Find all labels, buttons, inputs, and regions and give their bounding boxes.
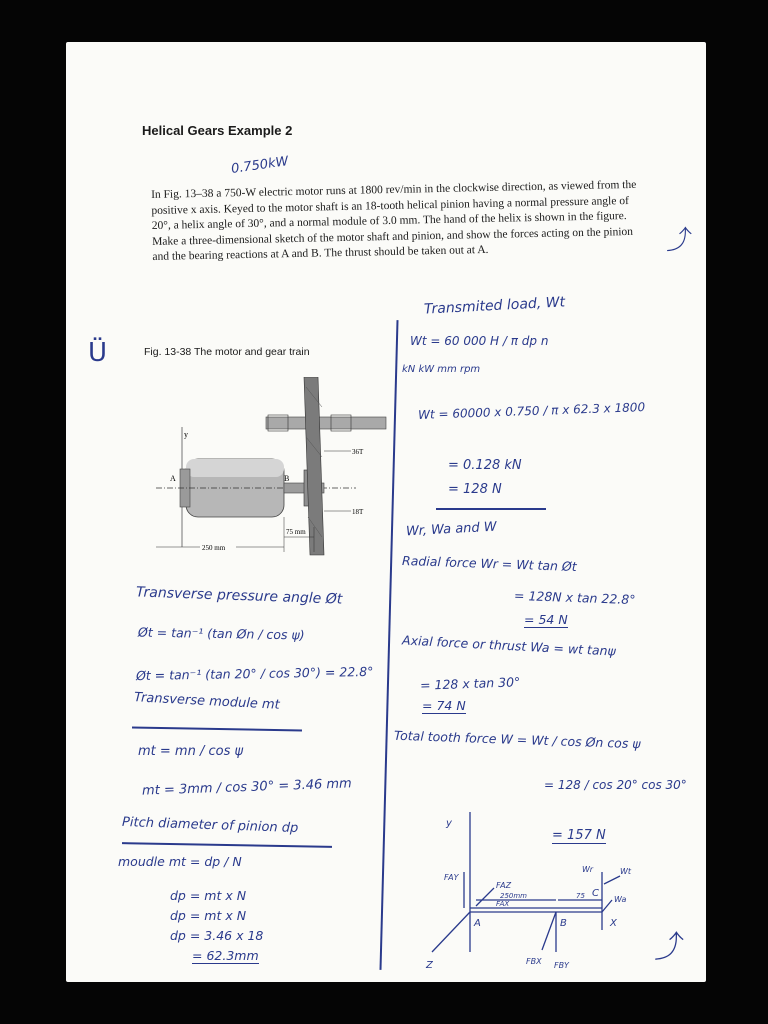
sketch-faz (476, 888, 494, 906)
left-note-7: Pitch diameter of pinion dp (121, 814, 299, 837)
dim-250: 250 mm (202, 544, 226, 552)
document-page (66, 42, 706, 982)
right-note-12: = 128 x tan 30° (419, 674, 521, 693)
right-note-16: = 157 N (552, 828, 606, 843)
sketch-wt (604, 876, 620, 884)
figure-label-a: A (170, 474, 176, 483)
figure-caption: Fig. 13-38 The motor and gear train (144, 346, 310, 358)
sketch-label-z: Z (426, 960, 433, 971)
sketch-label-fax: FAX (496, 900, 510, 908)
left-underline (132, 727, 302, 731)
right-note-2: Wt = 60 000 H / π dp n (410, 334, 549, 348)
left-note-2: Øt = tan⁻¹ (tan Øn / cos ψ) (137, 624, 305, 643)
sketch-fbx (542, 912, 556, 950)
right-underline-1 (436, 508, 546, 510)
right-note-9: = 128N x tan 22.8° (513, 587, 636, 608)
right-note-5: = 0.128 kN (448, 458, 522, 473)
figure-label-y: y (184, 430, 188, 439)
left-note-3: Øt = tan⁻¹ (tan 20° / cos 30°) = 22.8° (135, 663, 374, 684)
sketch-wa (602, 900, 612, 912)
sketch-label-fay: FAY (444, 873, 459, 882)
sketch-label-b: B (560, 918, 567, 929)
sketch-label-c: C (592, 888, 599, 899)
motor-highlight (186, 459, 284, 477)
sketch-label-fby: FBY (554, 961, 569, 970)
page-title: Helical Gears Example 2 (142, 123, 293, 138)
right-note-3: kN kW mm rpm (402, 364, 481, 375)
sketch-label-faz: FAZ (496, 881, 512, 890)
right-note-10: = 54 N (524, 612, 568, 627)
right-note-6: = 128 N (448, 482, 502, 497)
right-note-15: = 128 / cos 20° cos 30° (544, 778, 687, 792)
right-note-13: = 74 N (422, 698, 466, 713)
sketch-z-axis (432, 912, 470, 952)
left-note-9: dp = mt x N (170, 888, 247, 903)
left-note-6: mt = 3mm / cos 30° = 3.46 mm (141, 776, 352, 799)
label-36t: 36T (352, 448, 364, 456)
dim-75: 75 mm (286, 528, 306, 536)
upper-shaft (266, 417, 386, 429)
left-note-1: Transverse pressure angle Øt (135, 584, 343, 608)
right-note-7: Wr, Wa and W (405, 519, 498, 540)
sketch-label-wt: Wt (620, 867, 632, 876)
force-sketch (406, 802, 646, 982)
label-18t: 18T (352, 508, 364, 516)
power-note: 0.750kW (230, 154, 290, 177)
right-note-14: Total tooth force W = Wt / cos Øn cos ψ (393, 727, 641, 752)
sketch-label-y: y (446, 818, 452, 829)
sketch-label-wr: Wr (582, 865, 594, 874)
sketch-label-a: A (474, 918, 481, 929)
sketch-label-fbx: FBX (526, 957, 542, 966)
right-note-11: Axial force or thrust Wa = wt tanψ (401, 632, 617, 659)
left-note-12: = 62.3mm (192, 948, 259, 963)
left-underline-2 (122, 842, 332, 847)
left-note-4: Transverse module mt (133, 690, 281, 713)
bottom-arrow-icon: ⤴ (654, 930, 684, 965)
left-note-8: moudle mt = dp / N (118, 854, 242, 869)
sketch-dim-75-label: 75 (576, 892, 585, 900)
margin-mark: Ü (88, 338, 108, 368)
sketch-label-x: X (610, 918, 617, 929)
right-note-1: Transmited load, Wt (423, 294, 566, 318)
sketch-dim-250-label: 250mm (500, 892, 527, 900)
motor-gear-figure (156, 377, 396, 567)
figure-label-b: B (284, 474, 290, 483)
left-note-11: dp = 3.46 x 18 (170, 928, 264, 943)
margin-arrow-icon: ⤴ (666, 226, 693, 256)
right-note-8: Radial force Wr = Wt tan Øt (401, 552, 577, 575)
left-note-5: mt = mn / cos ψ (138, 744, 244, 759)
sketch-label-wa: Wa (614, 895, 627, 904)
left-note-10: dp = mt x N (170, 908, 247, 923)
right-note-4: Wt = 60000 x 0.750 / π x 62.3 x 1800 (417, 400, 646, 422)
problem-statement: In Fig. 13–38 a 750-W electric motor runs at 1800 rev/min in the clockwise direction, as viewed from the positive x axis. Keyed to the motor shaft is an 18-tooth helical pinion having a normal pressure angle of 20°, a helix angle of 30°, and a normal module of 3.0 mm. The hand of the helix is shown in the figure. Make a three-dimensional sketch of the motor shaft and pinion, and show the forces acting on the pinion and the bearing reactions at A and B. The thrust should be taken out at A. (151, 178, 637, 263)
